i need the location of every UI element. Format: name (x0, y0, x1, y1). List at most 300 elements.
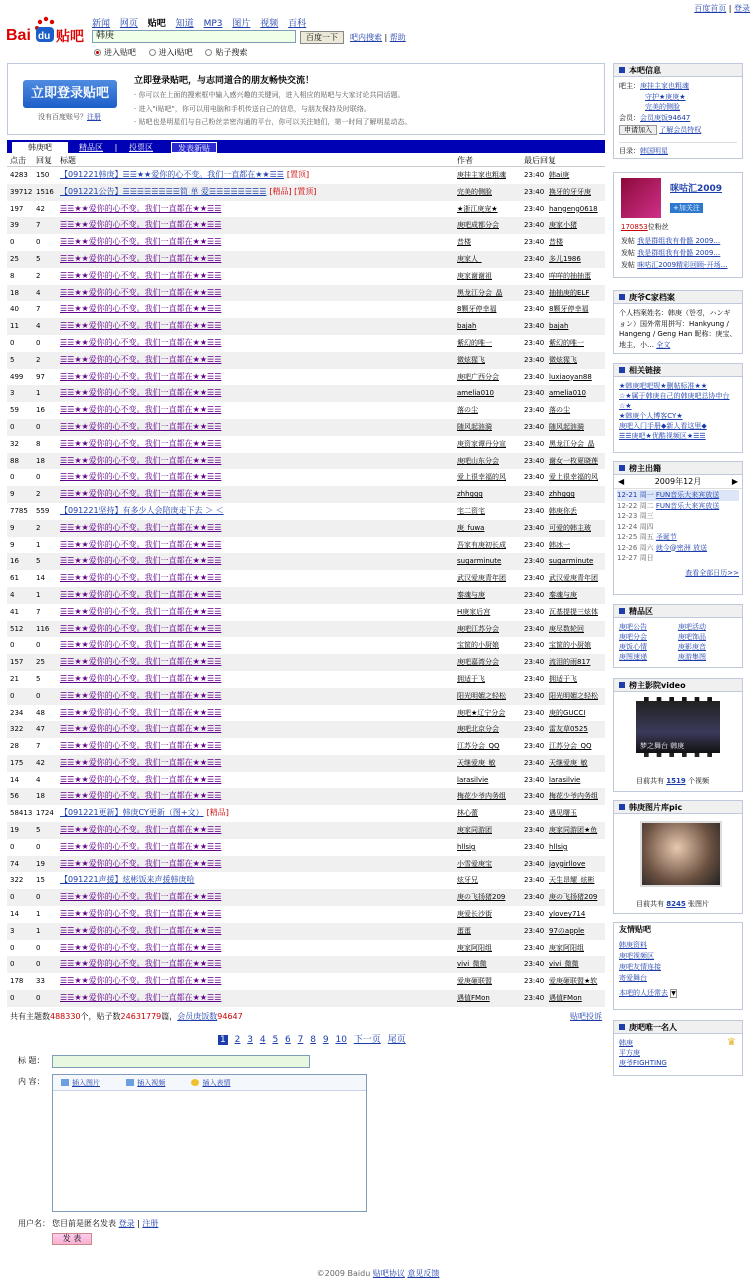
related-link[interactable]: ☰☰庚吧★优酷视频区★☰☰ (619, 432, 706, 440)
last-reply-time: 23:40 (524, 473, 545, 482)
login-link[interactable]: 登录 (734, 4, 750, 13)
form-register-link[interactable]: 注册 (142, 1219, 159, 1228)
all-calendar-link[interactable]: 查看全部日历>> (685, 568, 739, 577)
thread-title-link[interactable]: ☰☰★★爱你的心不变。我们一直都在★★☰☰ (60, 421, 222, 431)
calendar-event[interactable]: 就今@密洲 放送 (655, 543, 708, 552)
profile-name[interactable]: 咪咕汇2009 (670, 184, 723, 194)
thread-title-link[interactable]: ☰☰★★爱你的心不变。我们一直都在★★☰☰ (60, 942, 222, 952)
author-link[interactable]: 秦魂与庚 (457, 590, 485, 599)
last-reply-user[interactable]: 韩冰一 (549, 540, 570, 549)
author-link[interactable]: 小雪爱庚宝 (457, 859, 492, 868)
last-reply-user[interactable]: 庚家小猪 (549, 221, 577, 230)
page-2[interactable]: 2 (234, 1035, 241, 1045)
author-link[interactable]: larasilvie (457, 775, 489, 784)
thread-title-link[interactable]: ☰☰★★爱你的心不变。我们一直都在★★☰☰ (60, 707, 222, 717)
insert-emoji-button[interactable] (191, 1079, 242, 1087)
last-reply-user[interactable]: 江苏分会_QQ (549, 742, 592, 751)
last-reply-user[interactable]: 武汉爱庚青年团 (549, 574, 598, 583)
thread-title-link[interactable]: ☰☰★★爱你的心不变。我们一直都在★★☰☰ (60, 741, 222, 751)
search-button[interactable]: 百度一下 (300, 31, 344, 44)
page-6[interactable]: 6 (285, 1035, 291, 1045)
click-count: 11 (10, 322, 19, 331)
author-link[interactable]: 庚资家谭丹分宣 (457, 439, 506, 448)
last-reply-user[interactable]: 庚的GUCCI (549, 708, 586, 717)
page-3[interactable]: 3 (247, 1035, 253, 1045)
friend-bar-link[interactable]: 韩庚资料 (619, 941, 647, 949)
insert-video-button[interactable] (126, 1079, 177, 1087)
owner-link[interactable]: 完美的侧脸 (645, 103, 680, 111)
last-reply-user[interactable]: ylovey714 (549, 910, 586, 919)
profile-avatar[interactable] (621, 178, 661, 218)
thread-title-link[interactable]: ☰☰★★爱你的心不变。我们一直都在★★☰☰ (60, 791, 222, 801)
author-link[interactable]: 庚吧★辽宁分会 (457, 708, 506, 717)
box-title-text: 庚吧唯一名人 (629, 1023, 677, 1032)
author-link[interactable]: 庚吧江苏分会 (457, 624, 499, 633)
thread-title-link[interactable]: 【091221公告】☰☰☰☰☰☰☰☰简 单 爱☰☰☰☰☰☰☰☰ (60, 186, 267, 196)
profile-post-link[interactable]: 我是群组我有骨骼 2009… (637, 249, 721, 257)
author-link[interactable]: sugarminute (457, 557, 502, 566)
thread-title-link[interactable]: ☰☰★★爱你的心不变。我们一直都在★★☰☰ (60, 623, 222, 633)
related-link[interactable]: 庚吧入门手册◆新人看这里◆ (619, 422, 707, 430)
click-count: 3 (10, 926, 15, 935)
author-link[interactable]: 紫幻的唯一 (457, 338, 492, 347)
author-link[interactable]: 庚_fuwa (457, 523, 485, 532)
author-link[interactable]: vivi_微微 (457, 960, 487, 969)
thread-title-cell (60, 772, 454, 789)
new-post-button[interactable]: 发表新贴 (171, 142, 217, 153)
thread-title-link[interactable]: ☰☰★★爱你的心不变。我们一直都在★★☰☰ (60, 959, 222, 969)
table-row (7, 654, 605, 671)
thread-title-link[interactable]: ☰☰★★爱你的心不变。我们一直都在★★☰☰ (60, 287, 222, 297)
thread-title-link[interactable]: ☰☰★★爱你的心不变。我们一直都在★★☰☰ (60, 270, 222, 280)
author-link[interactable]: 天继爱庚_敏 (457, 758, 496, 767)
thread-title-link[interactable]: ☰☰★★爱你的心不变。我们一直都在★★☰☰ (60, 203, 222, 213)
last-reply-time: 23:40 (524, 204, 545, 213)
thread-title-link[interactable]: ☰☰★★爱你的心不变。我们一直都在★★☰☰ (60, 858, 222, 868)
pic-count[interactable]: 8245 (666, 900, 686, 908)
thread-title-link[interactable]: ☰☰★★爱你的心不变。我们一直都在★★☰☰ (60, 455, 222, 465)
nav-mp3[interactable]: MP3 (203, 19, 223, 29)
elite-link[interactable]: 庚吧分会 (619, 633, 647, 641)
member-link[interactable]: 会员庚饭94647 (640, 113, 691, 122)
form-login-link[interactable]: 登录 (118, 1219, 135, 1228)
friend-bar-link[interactable]: 寄爱舞台 (619, 974, 647, 982)
last-reply-user[interactable]: 微炫猩飞 (549, 355, 577, 364)
click-count: 9 (10, 523, 15, 532)
username-label: 用户名： (18, 1219, 50, 1228)
last-reply-user[interactable]: 韩庚你丢 (549, 506, 577, 515)
thread-title-link[interactable]: ☰☰★★爱你的心不变。我们一直都在★★☰☰ (60, 438, 222, 448)
author-link[interactable]: 庚吧嘉湾分会 (457, 658, 499, 667)
author-link[interactable]: 拥适于飞 (457, 674, 485, 683)
author-link[interactable]: 庚吧北京分会 (457, 725, 499, 734)
click-count: 39 (10, 221, 19, 230)
thread-title-link[interactable]: ☰☰★★爱你的心不变。我们一直都在★★☰☰ (60, 892, 222, 902)
author-link[interactable]: 8颗牙停幸福 (457, 305, 497, 314)
thread-title-link[interactable]: ☰☰★★爱你的心不变。我们一直都在★★☰☰ (60, 909, 222, 919)
help-link[interactable]: 帮助 (389, 33, 406, 42)
last-reply-user[interactable]: bajah (549, 322, 569, 331)
insert-emoji-label: 插入表情 (202, 1079, 231, 1087)
page-4[interactable]: 4 (259, 1035, 266, 1045)
last-reply-user[interactable]: 多儿1986 (549, 254, 581, 263)
tab-vote[interactable]: 投票区 (129, 143, 153, 152)
author-link[interactable]: 遇值FMon (457, 994, 490, 1003)
last-reply-user[interactable]: 遇见曙玉 (549, 809, 577, 818)
last-reply-user[interactable]: 拥适于飞 (549, 674, 577, 683)
thread-tag: [精品] [置顶] (269, 186, 317, 196)
thread-title-link[interactable]: ☰☰★★爱你的心不变。我们一直都在★★☰☰ (60, 337, 222, 347)
click-count: 28 (10, 742, 19, 751)
thread-title-cell (60, 654, 454, 671)
follow-button[interactable]: +加关注 (670, 203, 703, 213)
radio-post-search[interactable] (205, 48, 247, 57)
members-link[interactable]: 会员庚饭数 (177, 1012, 218, 1021)
calendar-event[interactable]: FUN音乐大来宾放送 (655, 501, 720, 510)
thread-title-link[interactable]: ☰☰★★爱你的心不变。我们一直都在★★☰☰ (60, 489, 222, 499)
thread-title-link[interactable]: 【091221坚持】有多少人会陪庚走下去 ＞ ＜ (60, 505, 224, 515)
last-reply-user[interactable]: 8颗牙停幸福 (549, 305, 589, 314)
insert-image-button[interactable] (61, 1079, 112, 1087)
tab-main[interactable]: 韩庚吧 (12, 142, 68, 153)
thread-title-cell (60, 570, 454, 587)
last-reply-user[interactable]: 随风起涟漪 (549, 422, 584, 431)
elite-link[interactable]: 庚饭心情 (619, 643, 647, 651)
last-reply-user[interactable]: 宝筐的小厨娘 (549, 641, 591, 650)
last-reply-user[interactable]: 瓦基提提三炫体 (549, 607, 598, 616)
last-reply-user[interactable]: vivi_微微 (549, 960, 579, 969)
last-reply-user[interactable]: 97のapple (549, 926, 585, 935)
logo-bai: Bai (6, 27, 31, 44)
last-reply-user[interactable]: 抽抽庚的ELF (549, 288, 590, 297)
page-1[interactable]: 1 (220, 1035, 226, 1045)
last-reply-user[interactable]: 爱庚砸联盟★软 (549, 977, 598, 986)
thread-title-link[interactable]: ☰☰★★爱你的心不变。我们一直都在★★☰☰ (60, 220, 222, 230)
last-reply-user[interactable]: 谢女一枚夏晓莲 (549, 456, 598, 465)
last-reply-user[interactable]: 天继爱庚_敏 (549, 758, 588, 767)
related-link[interactable]: ☆★属于韩庚自己的韩庚吧总协申台☆★ (619, 392, 730, 410)
nav-baike[interactable]: 百科 (288, 19, 307, 29)
prev-month-icon[interactable]: ◀ (618, 477, 625, 486)
page-9[interactable]: 9 (322, 1035, 329, 1045)
last-reply-user[interactable]: 庚家同游团★鱼 (549, 826, 598, 835)
thread-title-link[interactable]: ☰☰★★爱你的心不变。我们一直都在★★☰☰ (60, 724, 222, 734)
reply-count: 16 (36, 406, 45, 415)
thread-title-link[interactable]: ☰☰★★爱你的心不变。我们一直都在★★☰☰ (60, 371, 222, 381)
thread-title-link[interactable]: ☰☰★★爱你的心不变。我们一直都在★★☰☰ (60, 556, 222, 566)
report-link[interactable]: 贴吧投诉 (570, 1012, 602, 1021)
last-reply-user[interactable]: amelia010 (549, 389, 586, 398)
reply-count: 2 (36, 523, 41, 532)
author-link[interactable]: 林心蕾 (457, 809, 478, 818)
last-reply-user[interactable]: sugarminute (549, 557, 594, 566)
calendar-event[interactable]: 圣诞节 (655, 533, 677, 541)
search-in-bar-link[interactable]: 吧内搜索 (350, 33, 382, 42)
last-reply-user[interactable]: 韩ai庚 (549, 171, 570, 179)
author-link[interactable]: 梅花少爷内务组 (457, 792, 506, 801)
reply-count: 0 (36, 641, 41, 650)
thread-title-cell (60, 856, 454, 873)
thread-title-link[interactable]: ☰☰★★爱你的心不变。我们一直都在★★☰☰ (60, 976, 222, 986)
thread-title-link[interactable]: ☰☰★★爱你的心不变。我们一直都在★★☰☰ (60, 925, 222, 935)
dropdown-icon[interactable]: ▼ (671, 990, 676, 997)
elite-link[interactable]: 庚游集图 (678, 653, 706, 661)
thread-title-link[interactable]: ☰☰★★爱你的心不变。我们一直都在★★☰☰ (60, 405, 222, 415)
last-reply-user[interactable]: 换牙的牙牙庚 (549, 187, 591, 196)
thread-title-link[interactable]: ☰☰★★爱你的心不变。我们一直都在★★☰☰ (60, 354, 222, 364)
last-reply-user[interactable]: jaygirllove (549, 859, 586, 868)
baidu-tieba-logo[interactable] (6, 14, 88, 46)
submit-post-button[interactable]: 发 表 (52, 1233, 92, 1245)
thread-title-link[interactable]: ☰☰★★爱你的心不变。我们一直都在★★☰☰ (60, 657, 222, 667)
thread-title-cell (60, 587, 454, 604)
profile-post-link[interactable]: 我是群组我有骨骼 2009… (637, 237, 721, 245)
author-link[interactable]: 完美的侧脸 (457, 187, 492, 196)
last-page[interactable]: 尾页 (387, 1035, 406, 1045)
last-reply-user[interactable]: 爱上很幸福的风 (549, 473, 598, 482)
author-link[interactable]: 炫牙兄 (457, 876, 478, 885)
reply-count: 15 (36, 876, 45, 885)
friend-bar-link[interactable]: 庚吧友情连接 (619, 963, 661, 971)
search-input[interactable]: 韩庚 (92, 30, 296, 43)
table-row (7, 234, 605, 251)
click-count: 0 (10, 943, 15, 952)
author-link[interactable]: 庚吧山东分会 (457, 456, 499, 465)
table-row (7, 839, 605, 856)
thread-title-cell (60, 805, 454, 822)
page-10[interactable]: 10 (335, 1035, 347, 1045)
next-page[interactable]: 下一页 (353, 1035, 381, 1045)
thread-title-cell (60, 318, 454, 335)
member-privilege-link[interactable]: 了解会员特权 (659, 126, 702, 134)
thread-title-link[interactable]: ☰☰★★爱你的心不变。我们一直都在★★☰☰ (60, 690, 222, 700)
nav-news[interactable]: 新闻 (92, 19, 111, 29)
last-reply-user[interactable]: 庚の飞扬猪209 (549, 893, 598, 902)
elite-link[interactable]: 庚吧公告 (619, 623, 647, 631)
author-link[interactable]: 随风起涟漪 (457, 422, 492, 431)
apply-join-button[interactable]: 申请加入 (619, 125, 657, 135)
rank-link[interactable]: 平方庚 (619, 1049, 640, 1057)
author-link[interactable]: 江苏分会_QQ (457, 742, 500, 751)
author-link[interactable]: 庚吧成都分会 (457, 221, 499, 230)
last-reply-user[interactable]: 秦魂与庚 (549, 590, 577, 599)
author-link[interactable]: 爱上很幸福的风 (457, 473, 506, 482)
thread-title-link[interactable]: ☰☰★★爱你的心不变。我们一直都在★★☰☰ (60, 522, 222, 532)
thread-title-link[interactable]: ☰☰★★爱你的心不变。我们一直都在★★☰☰ (60, 321, 222, 331)
related-link[interactable]: ★韩庚吧吧规★删帖标准★★ (619, 382, 708, 390)
radio-enter-bar[interactable] (94, 48, 136, 57)
thread-title-link[interactable]: 【091221声援】炫彬饭来声援韩庚哈 (60, 875, 195, 885)
tab-elite[interactable]: 精品区 (79, 143, 103, 152)
last-reply-user[interactable]: 流泪的雨817 (549, 658, 591, 667)
last-reply-user[interactable]: larasilvie (549, 775, 581, 784)
friend-bar-link[interactable]: 庚吧视频区 (619, 952, 654, 960)
author-link[interactable]: 微炫猩飞 (457, 355, 485, 364)
last-reply-user[interactable]: 梅花少爷内务组 (549, 792, 598, 801)
directory-link[interactable]: 韩国明星 (640, 146, 668, 155)
intro-title: 立即登录贴吧，与志同道合的朋友畅快交流！ (134, 76, 315, 86)
last-reply-user[interactable]: 庚家阿阳组 (549, 943, 584, 952)
rank-link[interactable]: 庚爷FIGHTING (619, 1059, 667, 1067)
others-visit-link[interactable]: 本吧的人还常去 (619, 989, 668, 997)
elite-link[interactable]: 庚影庚音 (678, 643, 706, 651)
last-reply-user[interactable]: 黑龙江分会_晶 (549, 439, 595, 448)
author-link[interactable]: 昔楼 (457, 238, 471, 247)
thread-title-link[interactable]: ☰☰★★爱你的心不变。我们一直都在★★☰☰ (60, 774, 222, 784)
owner-link[interactable]: 守护★庚庚★ (645, 92, 686, 101)
baidu-home-link[interactable]: 百度首页 (694, 4, 727, 13)
video-title (614, 679, 742, 692)
author-link[interactable]: ★浙江庚宠★ (457, 204, 498, 213)
click-count: 4 (10, 590, 15, 599)
last-reply-user[interactable]: zhhggg (549, 490, 575, 499)
author-link[interactable]: 庚の飞扬猪209 (457, 893, 506, 902)
author-link[interactable]: 庚家同游团 (457, 826, 492, 835)
click-count: 0 (10, 422, 15, 431)
author-link[interactable]: hllsig (457, 842, 476, 851)
author-link[interactable]: 庚吧广西分会 (457, 372, 499, 381)
thread-title-cell (60, 637, 454, 654)
last-reply-time: 23:40 (524, 187, 545, 196)
thread-title-link[interactable]: 【091221更新】韩庚CY更新（图+文） (60, 808, 204, 818)
table-row (7, 335, 605, 352)
radio-label: 贴子搜索 (215, 48, 248, 57)
last-reply-user[interactable]: 庚尽数轮回 (549, 624, 584, 633)
related-link[interactable]: ★韩庚个人博客CY★ (619, 412, 683, 420)
register-link[interactable]: 注册 (87, 113, 101, 121)
author-link[interactable]: 宅二资宅 (457, 506, 485, 515)
nav-images[interactable]: 图片 (232, 19, 251, 29)
next-month-icon[interactable]: ▶ (731, 477, 738, 486)
table-row (7, 688, 605, 705)
protocol-link[interactable]: 贴吧协议 (372, 1269, 405, 1278)
elite-link[interactable]: 庚吧饰品 (678, 633, 706, 641)
author-link[interactable]: 庚家谢谢祖 (457, 271, 492, 280)
last-reply-user[interactable]: 可爱的韩主玻 (549, 523, 591, 532)
author-link[interactable]: 黑龙江分会_晶 (457, 288, 503, 297)
last-reply-user[interactable]: hangeng0618 (549, 204, 598, 213)
logo-tieba: 贴吧 (56, 29, 84, 45)
author-link[interactable]: 落の尘 (457, 406, 478, 415)
radio-enter-ibar[interactable] (149, 48, 193, 57)
page-7[interactable]: 7 (297, 1035, 304, 1045)
author-link[interactable]: 庚爱长沙街 (457, 910, 492, 919)
thread-title-link[interactable]: ☰☰★★爱你的心不变。我们一直都在★★☰☰ (60, 757, 222, 767)
page-5[interactable]: 5 (272, 1035, 279, 1045)
author-link[interactable]: amelia010 (457, 389, 494, 398)
thread-title-link[interactable]: ☰☰★★爱你的心不变。我们一直都在★★☰☰ (60, 253, 222, 263)
last-reply-user[interactable]: luxiaoyan88 (549, 372, 592, 381)
author-link[interactable]: 庚挂主家也粗魂 (457, 171, 506, 179)
thread-title-link[interactable]: ☰☰★★爱你的心不变。我们一直都在★★☰☰ (60, 472, 222, 482)
thread-title-link[interactable]: ☰☰★★爱你的心不变。我们一直都在★★☰☰ (60, 237, 222, 247)
author-link[interactable]: 吾家有庚初长成 (457, 540, 506, 549)
thread-title-link[interactable]: ☰☰★★爱你的心不变。我们一直都在★★☰☰ (60, 673, 222, 683)
elite-link[interactable]: 庚图速递 (619, 653, 647, 661)
thread-title-link[interactable]: ☰☰★★爱你的心不变。我们一直都在★★☰☰ (60, 589, 222, 599)
last-reply-user[interactable]: 雷友草0525 (549, 725, 588, 734)
calendar-event[interactable]: FUN音乐大来宾放送 (655, 491, 720, 499)
post-title-input[interactable] (52, 1055, 310, 1068)
click-count: 14 (10, 910, 19, 919)
reply-count: 18 (36, 792, 45, 801)
feedback-link[interactable]: 意见反馈 (407, 1269, 440, 1278)
thread-title-link[interactable]: ☰☰★★爱你的心不变。我们一直都在★★☰☰ (60, 304, 222, 314)
click-count: 157 (10, 658, 24, 667)
last-reply-user[interactable]: 咩咩的抽抽蛋 (549, 271, 591, 280)
profile-post-link[interactable]: 咪咕汇2009精彩回顾-开场… (637, 261, 728, 269)
table-row (7, 402, 605, 419)
nav-video[interactable]: 视频 (260, 19, 279, 29)
last-reply-user[interactable]: 阳光明媚之轻松 (549, 691, 598, 700)
author-link[interactable]: 庚家阿阳组 (457, 943, 492, 952)
last-reply-user[interactable]: 落の尘 (549, 406, 570, 415)
thread-title-link[interactable]: ☰☰★★爱你的心不变。我们一直都在★★☰☰ (60, 539, 222, 549)
nav-web[interactable]: 网页 (119, 19, 138, 29)
author-link[interactable]: 爱庚砸联盟 (457, 977, 492, 986)
thread-title-link[interactable]: ☰☰★★爱你的心不变。我们一直都在★★☰☰ (60, 388, 222, 398)
post-content-editor[interactable] (52, 1074, 367, 1212)
author-link[interactable]: 庚家人_ (457, 254, 482, 263)
rank-link[interactable]: 韩庚 (619, 1039, 633, 1047)
author-link[interactable]: 宝筐的小厨娘 (457, 641, 499, 650)
video-thumbnail[interactable] (636, 697, 720, 757)
post-title-label: 标 题： (18, 1056, 45, 1065)
last-reply-user[interactable]: 紫幻的唯一 (549, 338, 584, 347)
elite-link[interactable]: 庚吧活动 (678, 623, 706, 631)
click-count: 234 (10, 708, 24, 717)
author-link[interactable]: zhhggg (457, 490, 483, 499)
table-row (7, 705, 605, 722)
video-box (613, 678, 743, 792)
thread-title-link[interactable]: ☰☰★★爱你的心不变。我们一直都在★★☰☰ (60, 841, 222, 851)
thread-title-link[interactable]: 【091221韩庚】☰☰★★爱你的心不变。我们一直都在★★☰☰ (60, 170, 284, 179)
click-count: 40 (10, 305, 19, 314)
thread-title-link[interactable]: ☰☰★★爱你的心不变。我们一直都在★★☰☰ (60, 606, 222, 616)
fan-count[interactable]: 170853 (621, 223, 648, 231)
click-count: 56 (10, 792, 19, 801)
owner-link[interactable]: 庚挂主家也粗魂 (640, 82, 689, 90)
archive-more-link[interactable]: 全文 (656, 340, 671, 349)
last-reply-time: 23:40 (524, 221, 545, 230)
last-reply-time: 23:40 (524, 389, 545, 398)
nav-zhidao[interactable]: 知道 (175, 19, 194, 29)
video-count[interactable]: 1519 (666, 777, 686, 785)
last-reply-time: 23:40 (524, 607, 545, 616)
thread-title-link[interactable]: ☰☰★★爱你的心不变。我们一直都在★★☰☰ (60, 993, 222, 1003)
archive-text: 个人档案姓名：韩庚（한경，ハンギョン）国外常用拼写：Hankyung / Hangeng / Geng Han 昵称：庚宝、地主、小… (619, 309, 737, 349)
last-reply-user[interactable]: 遇值FMon (549, 994, 582, 1003)
author-link[interactable]: H庚家后宫 (457, 607, 491, 616)
last-reply-user[interactable]: hllsig (549, 842, 568, 851)
radio-dot-icon (149, 49, 156, 56)
last-reply-user[interactable]: 天生昂耀_炫彬 (549, 876, 595, 885)
login-tieba-button[interactable]: 立即登录贴吧 (23, 80, 117, 108)
thread-title-cell (60, 234, 454, 251)
author-link[interactable]: bajah (457, 322, 477, 331)
page-8[interactable]: 8 (310, 1035, 316, 1045)
thread-title-link[interactable]: ☰☰★★爱你的心不变。我们一直都在★★☰☰ (60, 825, 222, 835)
picture-thumbnail[interactable] (640, 821, 722, 887)
last-reply-user[interactable]: 昔楼 (549, 238, 563, 247)
author-link[interactable]: 武汉爱庚青年团 (457, 574, 506, 583)
author-link[interactable]: 蛋蛋 (457, 926, 471, 935)
thread-title-link[interactable]: ☰☰★★爱你的心不变。我们一直都在★★☰☰ (60, 640, 222, 650)
thread-title-link[interactable]: ☰☰★★爱你的心不变。我们一直都在★★☰☰ (60, 573, 222, 583)
insert-video-label: 插入视频 (137, 1079, 166, 1087)
click-count: 61 (10, 574, 19, 583)
author-link[interactable]: 阳光明媚之轻松 (457, 691, 506, 700)
